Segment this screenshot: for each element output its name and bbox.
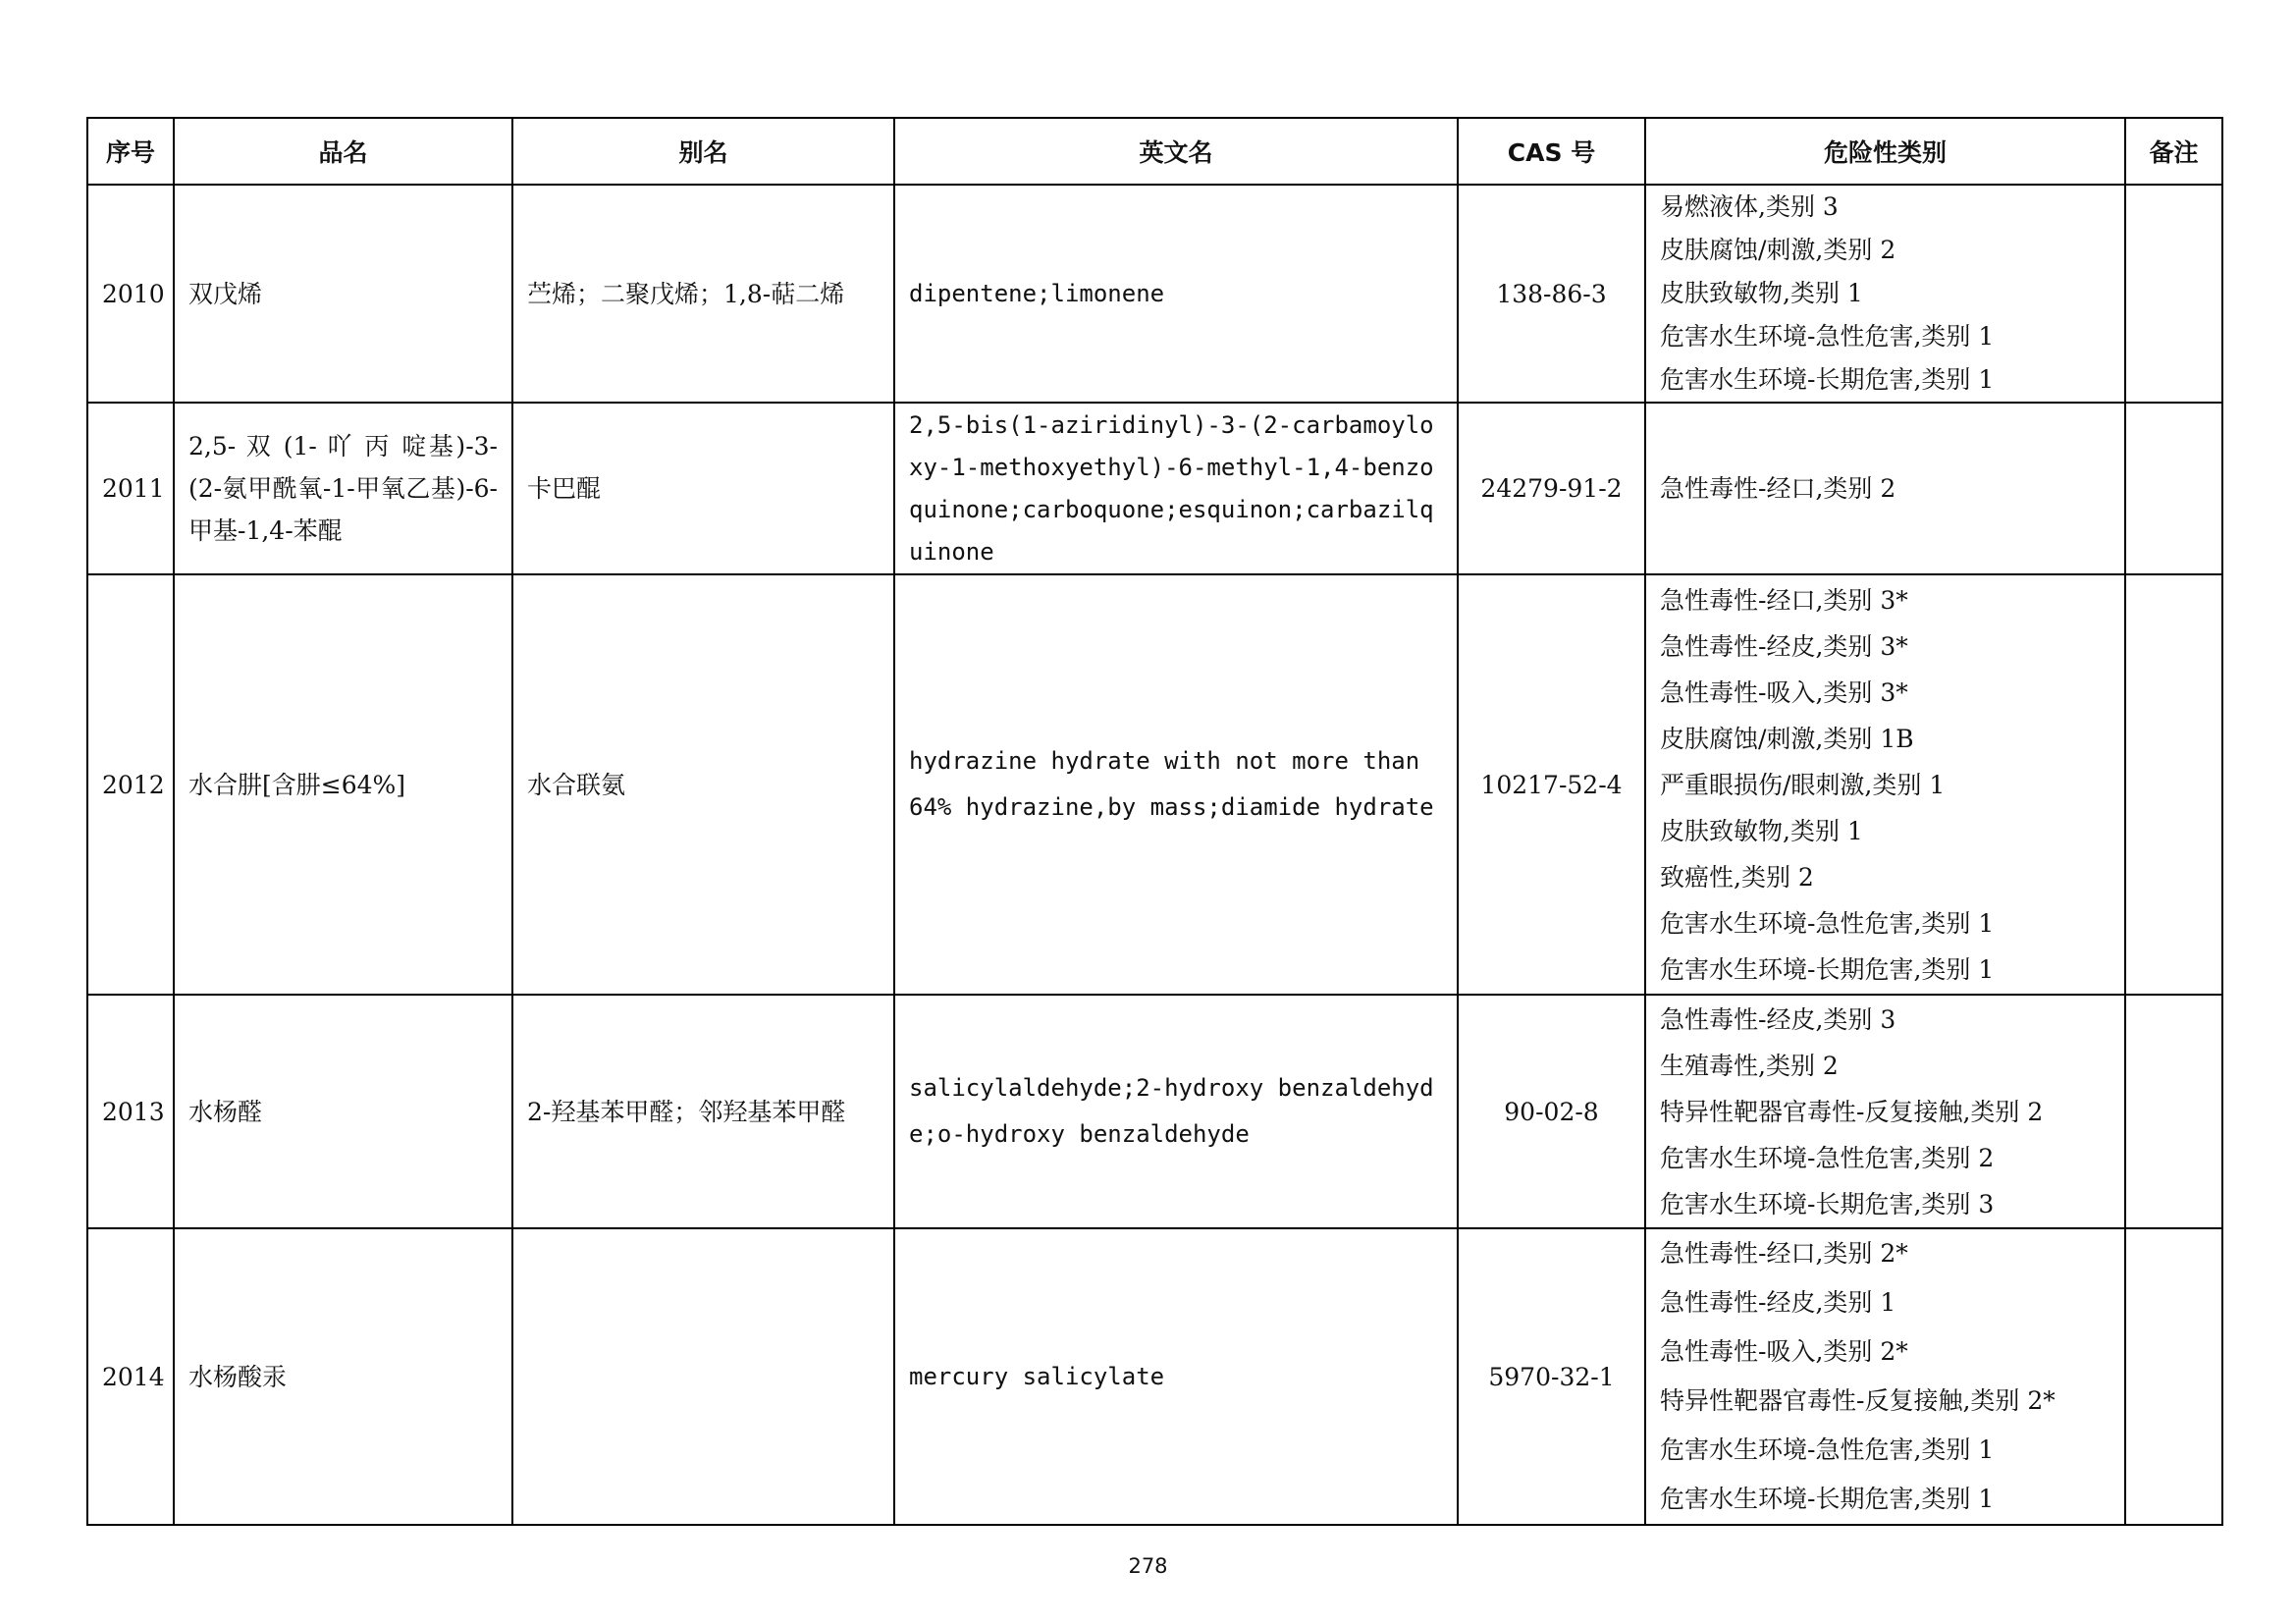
english-cell: hydrazine hydrate with not more than 64% hydrazine,by mass;diamide hydrate bbox=[894, 574, 1458, 995]
hazard-line: 危害水生环境-长期危害,类别 1 bbox=[1660, 1485, 1995, 1513]
table-row bbox=[87, 574, 2222, 995]
cas-cell: 90-02-8 bbox=[1458, 995, 1645, 1228]
seq-cell: 2010 bbox=[87, 185, 174, 403]
hazard-cell bbox=[1645, 185, 2125, 403]
page-number: 278 bbox=[1128, 1554, 1168, 1578]
hazard-line: 皮肤腐蚀/刺激,类别 2 bbox=[1660, 236, 1896, 264]
hazard-cell bbox=[1645, 574, 2125, 995]
hazard-line: 特异性靶器官毒性-反复接触,类别 2* bbox=[1660, 1386, 2056, 1415]
hazard-line: 危害水生环境-急性危害,类别 1 bbox=[1660, 908, 1995, 938]
hazard-cell bbox=[1645, 1228, 2125, 1525]
hazard-line: 危害水生环境-长期危害,类别 1 bbox=[1660, 365, 1995, 394]
hazard-line: 危害水生环境-急性危害,类别 1 bbox=[1660, 322, 1995, 351]
alias-cell bbox=[512, 1228, 894, 1525]
hazard-line: 急性毒性-经皮,类别 1 bbox=[1660, 1288, 1896, 1317]
hazard-line: 皮肤致敏物,类别 1 bbox=[1660, 279, 1863, 307]
name-cell: 水杨醛 bbox=[174, 995, 512, 1228]
hazard-line: 致癌性,类别 2 bbox=[1660, 862, 1814, 892]
english-cell: salicylaldehyde;2-hydroxy benzaldehyde;o-hydroxy benzaldehyde bbox=[894, 995, 1458, 1228]
header-seq: 序号 bbox=[87, 118, 174, 185]
table-row bbox=[87, 1228, 2222, 1525]
seq-cell: 2012 bbox=[87, 574, 174, 995]
hazard-line: 特异性靶器官毒性-反复接触,类别 2 bbox=[1660, 1097, 2044, 1126]
hazard-line: 危害水生环境-急性危害,类别 1 bbox=[1660, 1435, 1995, 1464]
table-row bbox=[87, 995, 2222, 1228]
table-row bbox=[87, 403, 2222, 574]
hazard-line: 危害水生环境-长期危害,类别 1 bbox=[1660, 954, 1995, 984]
seq-cell: 2013 bbox=[87, 995, 174, 1228]
cas-cell: 10217-52-4 bbox=[1458, 574, 1645, 995]
hazard-line: 皮肤腐蚀/刺激,类别 1B bbox=[1660, 724, 1914, 753]
hazard-line: 急性毒性-吸入,类别 3* bbox=[1660, 677, 1908, 707]
remark-cell bbox=[2125, 185, 2222, 403]
hazard-line: 危害水生环境-急性危害,类别 2 bbox=[1660, 1143, 1995, 1172]
remark-cell bbox=[2125, 574, 2222, 995]
seq-cell: 2014 bbox=[87, 1228, 174, 1525]
hazard-line: 危害水生环境-长期危害,类别 3 bbox=[1660, 1189, 1995, 1218]
hazard-cell bbox=[1645, 995, 2125, 1228]
hazard-line: 严重眼损伤/眼刺激,类别 1 bbox=[1660, 770, 1946, 799]
cas-cell: 24279-91-2 bbox=[1458, 403, 1645, 574]
chemical-table bbox=[86, 117, 2223, 1526]
header-remark: 备注 bbox=[2125, 118, 2222, 185]
header-name: 品名 bbox=[174, 118, 512, 185]
hazard-line: 易燃液体,类别 3 bbox=[1660, 192, 1839, 221]
remark-cell bbox=[2125, 1228, 2222, 1525]
hazard-line: 急性毒性-经皮,类别 3 bbox=[1660, 1004, 1896, 1034]
english-cell: mercury salicylate bbox=[894, 1228, 1458, 1525]
remark-cell bbox=[2125, 995, 2222, 1228]
hazard-line: 急性毒性-吸入,类别 2* bbox=[1660, 1337, 1908, 1366]
hazard-cell bbox=[1645, 403, 2125, 574]
remark-cell bbox=[2125, 403, 2222, 574]
alias-cell: 2-羟基苯甲醛；邻羟基苯甲醛 bbox=[512, 995, 894, 1228]
seq-cell: 2011 bbox=[87, 403, 174, 574]
header-alias: 别名 bbox=[512, 118, 894, 185]
hazard-line: 急性毒性-经口,类别 3* bbox=[1660, 585, 1908, 615]
table-row bbox=[87, 185, 2222, 403]
english-cell: 2,5-bis(1-aziridinyl)-3-(2-carbamoyloxy-1-methoxyethyl)-6-methyl-1,4-benzoquinone;carboquone;esquinon;carbazilquinone bbox=[894, 403, 1458, 574]
hazard-line: 急性毒性-经口,类别 2* bbox=[1660, 1239, 1908, 1268]
header-english: 英文名 bbox=[894, 118, 1458, 185]
cas-cell: 5970-32-1 bbox=[1458, 1228, 1645, 1525]
hazard-line: 急性毒性-经口,类别 2 bbox=[1660, 473, 1896, 503]
name-cell: 2,5- 双 (1- 吖 丙 啶基)-3-(2-氨甲酰氧-1-甲氧乙基)-6-甲基-1,4-苯醌 bbox=[174, 403, 512, 574]
hazard-line: 皮肤致敏物,类别 1 bbox=[1660, 816, 1863, 845]
alias-cell: 水合联氨 bbox=[512, 574, 894, 995]
header-hazard: 危险性类别 bbox=[1645, 118, 2125, 185]
hazard-line: 急性毒性-经皮,类别 3* bbox=[1660, 631, 1908, 661]
alias-cell: 卡巴醌 bbox=[512, 403, 894, 574]
alias-cell: 苎烯；二聚戊烯；1,8-萜二烯 bbox=[512, 185, 894, 403]
name-cell: 双戊烯 bbox=[174, 185, 512, 403]
english-cell: dipentene;limonene bbox=[894, 185, 1458, 403]
header-row bbox=[87, 118, 2222, 185]
hazard-line: 生殖毒性,类别 2 bbox=[1660, 1051, 1839, 1080]
cas-cell: 138-86-3 bbox=[1458, 185, 1645, 403]
name-cell: 水杨酸汞 bbox=[174, 1228, 512, 1525]
name-cell: 水合肼[含肼≤64%] bbox=[174, 574, 512, 995]
header-cas: CAS 号 bbox=[1458, 118, 1645, 185]
